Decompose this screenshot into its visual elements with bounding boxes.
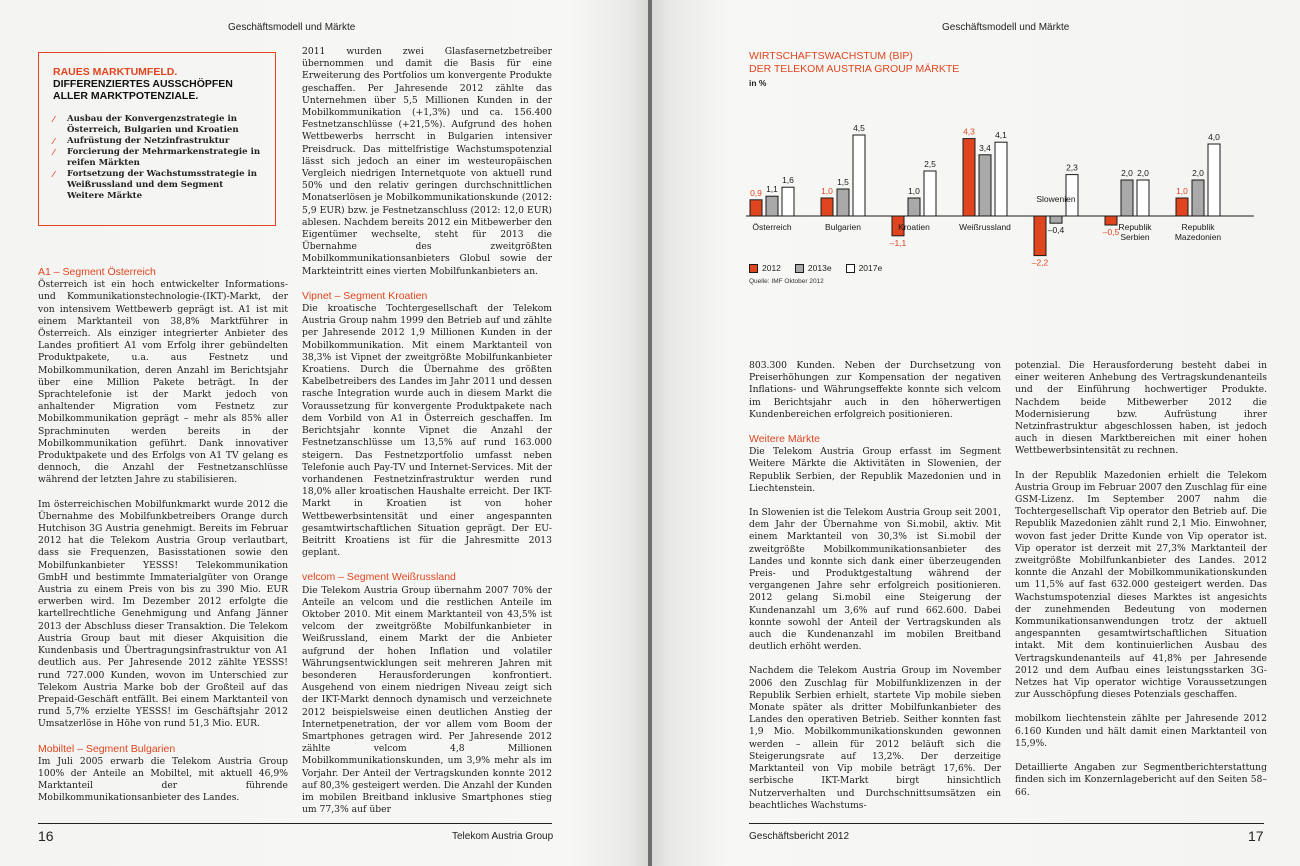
- section-heading-weitere: Weitere Märkte: [749, 433, 820, 446]
- paragraph: Die kroatische Tochtergesellschaft der Telekom Austria Group nahm 1999 den Betrieb auf und zählte per Jahresende 2012 1,9 Millionen Kunden in der Mobilkommunikation. Mit einem Marktanteil von 38,3% ist Vipnet der zweitgrößte Mobilfunkanbieter Kroatiens. Durch die Übernahme des größten Kabelbetreibers des Landes im Jahr 2011 und dessen rasche Integration wurde auch in diesem Markt die Voraussetzung für konvergente Produktpakete nach dem Vorbild von A1 in Österreich geschaffen. Im Berichtsjahr konnte Vipnet die Anzahl der Festnetzanschlüsse um 13,5% auf rund 163.000 steigern. Das Festnetzportfolio umfasst neben Telefonie auch Pay-TV und Internet-Services. Mit der vorhandenen Festnetzinfrastruktur werden rund 18,0% aller kroatischen Haushalte erreicht. Der IKT-Markt in Kroatien ist von hoher Wettbewerbsintensität und einer angespannten gesamtwirtschaftlichen Situation geprägt. Der EU-Beitritt Kroatiens ist für die Jahresmitte 2013 geplant.: [302, 303, 552, 559]
- category-label: Österreich: [752, 222, 792, 232]
- page-number-right: 17: [1248, 828, 1264, 844]
- legend-swatch-2012: [749, 264, 758, 273]
- legend-item-2017e: 2017e: [846, 263, 883, 273]
- bar-2013e-0: [766, 196, 778, 216]
- paragraph: In der Republik Mazedonien erhielt die Telekom Austria Group im Februar 2007 den Zuschlag für eine GSM-Lizenz. Im September 2007 nahm die Tochtergesellschaft Vip operator den Betrieb auf. Die Republik Mazedonien zählt rund 2,1 Mio. Einwohner, wovon fast jeder Dritte Kunde von Vip operator ist. Vip operator ist derzeit mit 27,3% Marktanteil der zweitgrößte Mobilfunkanbieter des Landes. 2012 konnte die Anzahl der Mobilkommunikationskunden um 11,5% auf fast 632.000 gesteigert werden. Das Wachstumspotenzial dieses Marktes ist angesichts der zunehmenden Bedeutung von modernen Kommunikationsanwendungen trotz der aktuell angespannten gesamtwirtschaftlichen Situation intakt. Mit dem kontinuierlichen Ausbau des Vertragskundenanteils auf 41,8% per Jahresende 2012 und dem Aufbau eines leistungsstarken 3G-Netzes hat Vip operator wichtige Voraussetzungen zur Ausschöpfung dieses Potenzials geschaffen.: [1015, 469, 1267, 701]
- paragraph: Detaillierte Angaben zur Segmentberichterstattung finden sich im Konzernlagebericht auf den Seiten 58–66.: [1015, 762, 1267, 798]
- bar-value-label: 1,0: [908, 186, 920, 196]
- right-page: [652, 0, 1300, 866]
- chart-source: Quelle: IMF Oktober 2012: [749, 278, 824, 285]
- left-page: [0, 0, 648, 866]
- paragraph: 2011 wurden zwei Glasfasernetzbetreiber übernommen und damit die Basis für eine Erweiterung des Portfolios um konvergente Produkte geschaffen. Per Jahresende 2012 zählte das Unternehmen über 5,5 Millionen Kunden in der Mobilkommunikation (+1,3%) und ca. 156.400 Festnetzanschlüsse (+21,5%). Aufgrund des hohen Wettbewerbs herrscht in Bulgarien intensiver Preisdruck. Das mittelfristige Wachstumspotenzial lässt sich jedoch an einer im westeuropäischen Vergleich niedrigen Internetquote von aktuell rund 50% und den relativ geringen durchschnittlichen Monatserlösen je Mobilkommunikationskunde (2012: 5,9 EUR) bzw. je Festnetzanschluss (2012: 12,0 EUR) ablesen. Nachdem bereits 2012 ein Mitbewerber den Eigentümer wechselte, steht für 2013 die Übernahme des zweitgrößten Mobilkommunikationsanbieters Globul sowie der Markteintritt eines vierten Mobilfunkanbieters an.: [302, 46, 552, 277]
- callout-bullet: ⁄ Aufrüstung der Netzinfrastruktur: [53, 136, 230, 146]
- legend-swatch-2017e: [846, 264, 855, 273]
- bar-2012-4: [1034, 216, 1046, 256]
- bar-2013e-2: [908, 198, 920, 216]
- bar-value-label: 2,0: [1121, 168, 1133, 178]
- callout-bullet: ⁄ Fortsetzung der Wachstumsstrategie in Weißrussland und dem Segment Weitere Märkte: [53, 169, 258, 201]
- category-label: Republik: [1118, 222, 1152, 232]
- slash-bullet-icon: ⁄: [53, 136, 55, 146]
- footer-text-left: Telekom Austria Group: [452, 831, 554, 842]
- category-label: Kroatien: [898, 222, 930, 232]
- bar-value-label: –2,2: [1031, 257, 1049, 268]
- bar-2013e-6: [1192, 180, 1204, 216]
- bar-2012-5: [1105, 216, 1117, 225]
- bar-value-label: 4,1: [995, 130, 1007, 141]
- bar-value-label: 4,3: [963, 126, 975, 137]
- category-label: Bulgarien: [825, 222, 861, 232]
- legend-item-2013e: 2013e: [795, 263, 832, 273]
- section-heading-mobiltel: Mobiltel – Segment Bulgarien: [38, 742, 176, 755]
- category-label: Serbien: [1120, 232, 1150, 242]
- bar-value-label: –1,1: [889, 237, 907, 248]
- footer-text-right: Geschäftsbericht 2012: [749, 831, 850, 842]
- bar-2012-6: [1176, 198, 1188, 216]
- page-number-left: 16: [38, 828, 54, 844]
- bar-2017e-0: [782, 187, 794, 216]
- bar-2017e-6: [1208, 144, 1220, 216]
- callout-title-accent: RAUES MARKTUMFELD.: [53, 66, 178, 78]
- chart-unit: in %: [749, 78, 767, 88]
- bar-2012-1: [821, 198, 833, 216]
- category-label: Republik: [1181, 222, 1215, 232]
- bar-value-label: 1,5: [837, 177, 849, 187]
- bar-value-label: 1,0: [821, 186, 833, 196]
- bar-value-label: 2,0: [1192, 168, 1204, 178]
- callout-list: [53, 114, 261, 202]
- bar-2017e-5: [1137, 180, 1149, 216]
- callout-box: [38, 52, 276, 226]
- bar-value-label: 4,5: [853, 123, 865, 133]
- legend-swatch-2013e: [795, 264, 804, 273]
- right-column-2: [1015, 360, 1267, 811]
- section-heading-vipnet: Vipnet – Segment Kroatien: [302, 289, 428, 302]
- callout-bullet: ⁄ Forcierung der Mehrmarkenstrategie in reifen Märkten: [53, 147, 261, 168]
- bar-value-label: 2,0: [1137, 168, 1149, 178]
- bar-value-label: 1,0: [1176, 186, 1188, 196]
- bar-value-label: 2,5: [924, 159, 936, 169]
- right-column-1: [749, 360, 1001, 824]
- bar-2012-3: [963, 139, 975, 216]
- category-label: Mazedonien: [1174, 232, 1222, 242]
- paragraph: Im österreichischen Mobilfunkmarkt wurde 2012 die Übernahme des Mobilfunkbetreibers Orange durch Hutchison 3G Austria genehmigt. Bereits im Februar 2012 hat die Telekom Austria Group verlautbart, dass sie Frequenzen, Basisstationen sowie den Mobilfunkanbieter YESSS! Telekommunikation GmbH und bestimmte Immaterialgüter von Orange Austria zu einem Preis von bis zu 390 Mio. EUR erwerben wird. Im Dezember 2012 erfolgte die kartellrechtliche Genehmigung und Anfang Jänner 2013 der Abschluss dieser Transaktion. Die Telekom Austria Group baut mit dieser Akquisition die Kundenbasis und Übertragungsinfrastruktur von A1 deutlich aus. Per Jahresende 2012 zählte YESSS! rund 727.000 Kunden, wovon im Unterschied zur Telekom Austria Marke bob der Großteil auf das Prepaid-Geschäft entfällt. Bei einem Marktanteil von rund 5,7% erzielte YESSS! im Geschäftsjahr 2012 Umsatzerlöse in Höhe von rund 51,3 Mio. EUR.: [38, 498, 288, 730]
- bar-value-label: 1,1: [766, 184, 778, 195]
- footer-rule-right: [749, 823, 1264, 824]
- bar-value-label: 4,0: [1208, 132, 1220, 142]
- paragraph: In Slowenien ist die Telekom Austria Group seit 2001, dem Jahr der Übernahme von Si.mobil, aktiv. Mit einem Marktanteil von 30,3% ist Si.mobil der zweitgrößte Mobilkommunikationsanbieter des Landes und konnte sich dank einer überzeugenden Preis- und Produktgestaltung während der vergangenen Jahre sehr erfolgreich positionieren. 2012 gelang Si.mobil eine Steigerung der Kundenanzahl um 3,6% auf rund 662.600. Dabei konnte sowohl der Anteil der Vertragskunden als auch die Kundenanzahl im mobilen Breitband deutlich erhöht werden.: [749, 507, 1001, 653]
- bar-2017e-1: [853, 135, 865, 216]
- bar-2012-0: [750, 200, 762, 216]
- category-label: Weißrussland: [959, 222, 1011, 232]
- running-head-right: Geschäftsmodell und Märkte: [942, 22, 1070, 33]
- bar-2013e-5: [1121, 180, 1133, 216]
- running-head-left: Geschäftsmodell und Märkte: [228, 22, 356, 33]
- bar-value-label: 2,3: [1066, 162, 1078, 173]
- left-column-2: [302, 46, 552, 828]
- paragraph: Die Telekom Austria Group erfasst im Segment Weitere Märkte die Aktivitäten in Slowenien, der Republik Serbien, der Republik Mazedonien und in Liechtenstein.: [749, 446, 1001, 494]
- bar-2013e-3: [979, 155, 991, 216]
- bar-value-label: 1,6: [782, 175, 794, 186]
- bar-2013e-4: [1050, 216, 1062, 223]
- section-heading-velcom: velcom – Segment Weißrussland: [302, 571, 456, 584]
- paragraph: potenzial. Die Herausforderung besteht dabei in einer weiteren Anhebung des Vertragskundenanteils und der Einführung hochwertiger Produkte. Nachdem beide Mitbewerber 2012 die Modernisierung bzw. Aufrüstung ihrer Netzinfrastruktur abgeschlossen haben, ist jedoch auch in diesen Marktbereichen mit einer hohen Wettbewerbsintensität zu rechnen.: [1015, 360, 1267, 457]
- bar-value-label: 3,4: [979, 142, 991, 153]
- slash-bullet-icon: ⁄: [53, 114, 55, 124]
- paragraph: Nachdem die Telekom Austria Group im November 2006 den Zuschlag für Mobilfunklizenzen in der Republik Serbien erhielt, startete Vip mobile sieben Monate später als dritter Mobilfunkanbieter des Landes den operativen Betrieb. Seither konnten fast 1,9 Mio. Mobilkommunikationskunden gewonnen werden – allein für 2012 beläuft sich die Steigerungsrate auf 13,2%. Der derzeitige Marktanteil von Vip mobile beträgt 17,6%. Der serbische IKT-Markt birgt hinsichtlich Nutzerverhalten und Durchschnittsumsätzen ein beachtliches Wachstums-: [749, 665, 1001, 811]
- chart-title-line-1: WIRTSCHAFTSWACHSTUM (BIP): [749, 50, 913, 62]
- legend-item-2012: 2012: [749, 263, 781, 273]
- callout-title: DIFFERENZIERTES AUSSCHÖPFEN ALLER MARKTPOTENZIALE.: [53, 78, 233, 102]
- left-column-1: [38, 266, 288, 817]
- bar-2013e-1: [837, 189, 849, 216]
- chart-title-line-2: DER TELEKOM AUSTRIA GROUP MÄRKTE: [749, 63, 960, 75]
- bar-2017e-3: [995, 142, 1007, 216]
- paragraph: Im Juli 2005 erwarb die Telekom Austria Group 100% der Anteile an Mobiltel, mit aktuell 46,9% Marktanteil der führende Mobilkommunikationsanbieter des Landes.: [38, 755, 288, 804]
- bar-2017e-2: [924, 171, 936, 216]
- paragraph: Österreich ist ein hoch entwickelter Informations- und Kommunikationstechnologie-(IKT)-Markt, der von intensivem Wettbewerb geprägt ist. A1 ist mit einem Marktanteil von 38,8% Marktführer in Österreich. Als einziger integrierter Anbieter des Landes profitiert A1 vom Erfolg ihrer gebündelten Produktpakete, u.a. aus Festnetz und Mobilkommunikation, deren Anzahl im Berichtsjahr über eine Million Pakete beträgt. In der Sprachtelefonie ist der Markt jedoch von anhaltender Migration vom Festnetz zur Mobilkommunikation geprägt – mehr als 85% aller Sprachminuten werden bereits in der Mobilkommunikation geführt. Dank innovativer Produktpakete und des Erfolgs von A1 TV gelang es dennoch, die Anzahl der Festnetzanschlüsse während der letzten Jahre zu stabilisieren.: [38, 279, 288, 486]
- section-heading-a1: A1 – Segment Österreich: [38, 266, 156, 278]
- paragraph: Die Telekom Austria Group übernahm 2007 70% der Anteile an velcom und die restlichen Anteile im Oktober 2010. Mit einem Marktanteil von 43,5% ist velcom der zweitgrößte Mobilfunkanbieter in Weißrussland, einem Markt der die Anbieter aufgrund der hohen Inflation und volatiler Währungsentwicklungen seit mehreren Jahren mit besonderen Herausforderungen konfrontiert. Ausgehend von einem niedrigen Niveau zeigt sich der IKT-Markt dennoch dynamisch und verzeichnete 2012 beispielsweise einen deutlichen Anstieg der Internetpenetration, der vor allem vom Boom der Smartphones getragen wird. Per Jahresende 2012 zählte velcom 4,8 Millionen Mobilkommunikationskunden, um 3,9% mehr als im Vorjahr. Der Anteil der Vertragskunden konnte 2012 auf 80,3% gesteigert werden. Die Anzahl der Kunden im mobilen Breitband inklusive Smartphones stieg um 77,3% auf über: [302, 584, 552, 816]
- bar-value-label: 0,9: [750, 187, 762, 198]
- bar-value-label: –0,5: [1102, 227, 1120, 237]
- category-label: Slowenien: [1036, 194, 1076, 204]
- chart-legend: [749, 263, 882, 273]
- paragraph: mobilkom liechtenstein zählte per Jahresende 2012 6.160 Kunden und hält damit einen Marktanteil von 15,9%.: [1015, 713, 1267, 749]
- slash-bullet-icon: ⁄: [53, 169, 55, 179]
- callout-bullet: ⁄ Ausbau der Konvergenzstrategie in Österreich, Bulgarien und Kroatien: [53, 114, 239, 135]
- footer-rule-left: [38, 823, 552, 824]
- chart-title: [749, 50, 959, 76]
- slash-bullet-icon: ⁄: [53, 147, 55, 157]
- bar-value-label: –0,4: [1047, 225, 1065, 236]
- paragraph: 803.300 Kunden. Neben der Durchsetzung von Preiserhöhungen zur Kompensation der negativen Inflations- und Währungseffekte konnte sich velcom im Berichtsjahr auch in den höherwertigen Kundenbereichen erfolgreich positionieren.: [749, 360, 1001, 420]
